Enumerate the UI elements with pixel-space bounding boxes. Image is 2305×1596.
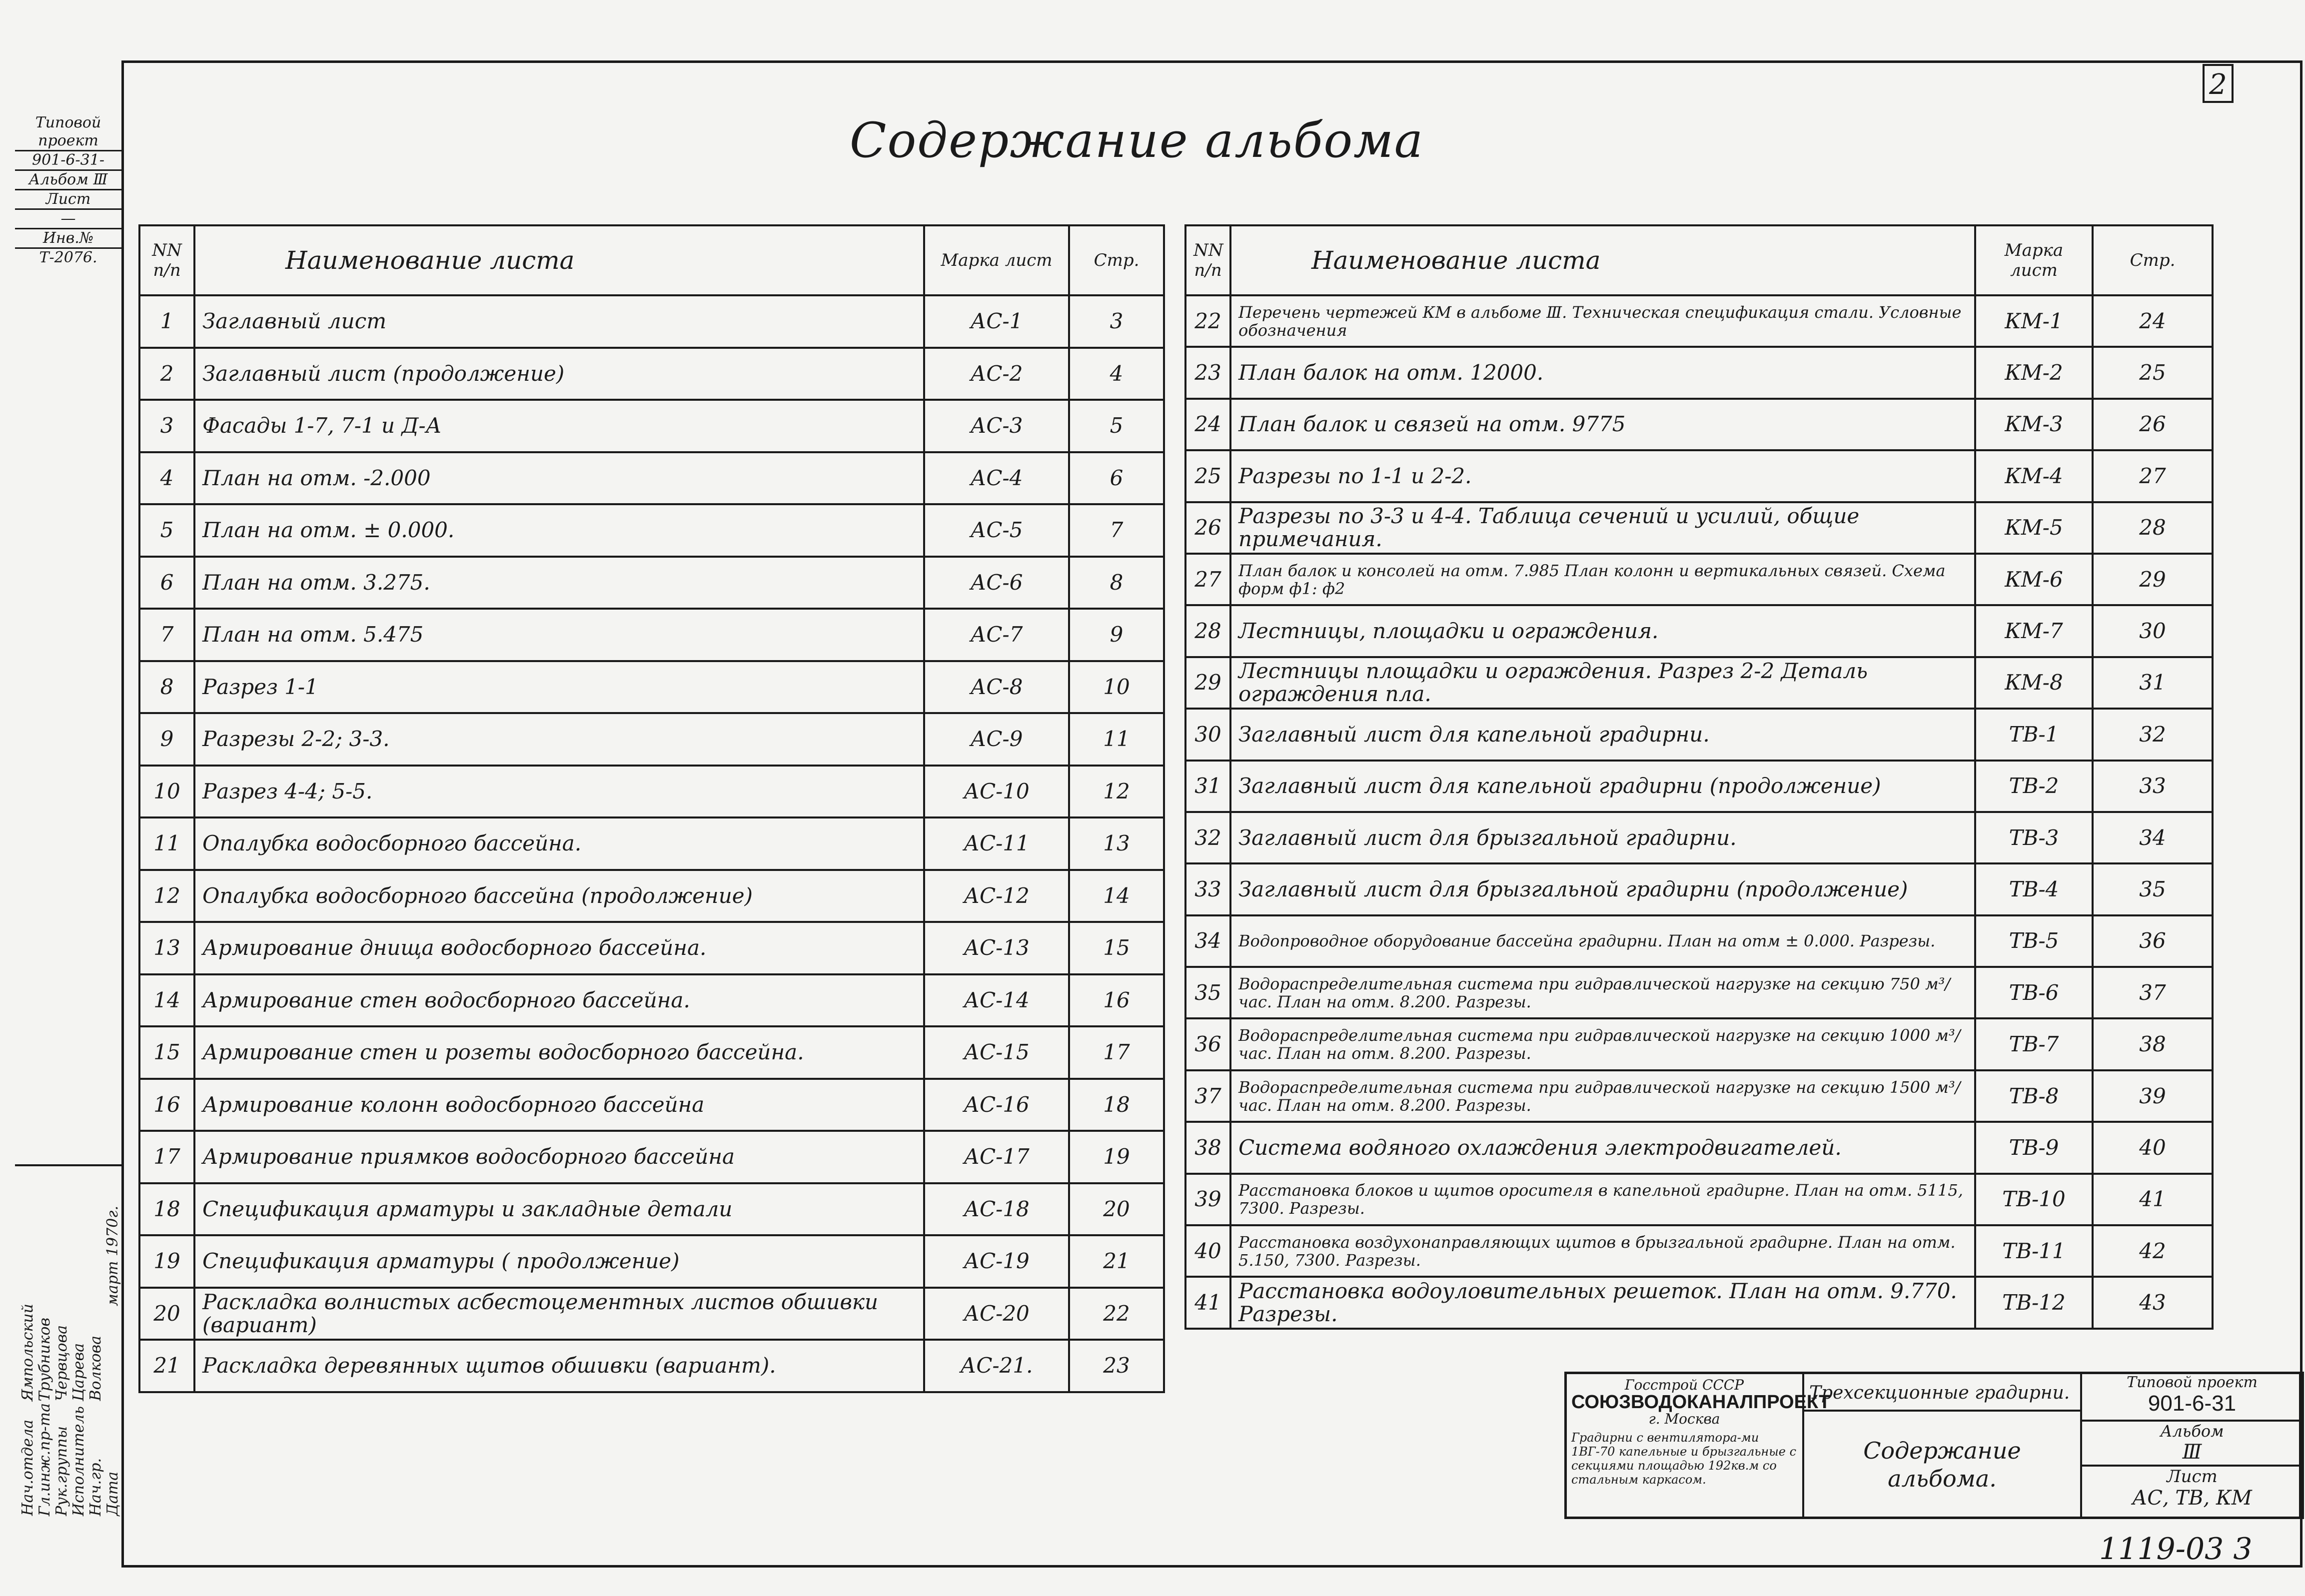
table-row	[139, 295, 1164, 348]
table-row	[1185, 709, 2213, 760]
signature-date: март 1970г.	[104, 1206, 121, 1306]
row-mark: АС-19	[924, 1235, 1069, 1288]
row-name: План балок на отм. 12000.	[1230, 347, 1975, 398]
signature-block	[15, 1164, 121, 1521]
project-number: 901-6-31	[2148, 1391, 2237, 1416]
row-page: 30	[2093, 605, 2213, 657]
row-name: Заглавный лист для капельной градирни.	[1230, 709, 1975, 760]
row-page: 13	[1069, 817, 1164, 870]
row-name: Заглавный лист для капельной градирни (продолжение)	[1230, 761, 1975, 812]
header-mark: Марка лист	[924, 225, 1069, 295]
header-num: NN п/п	[1185, 225, 1230, 295]
row-number: 31	[1185, 761, 1230, 812]
row-name: Заглавный лист для брызгальной градирни (продолжение)	[1230, 863, 1975, 915]
row-page: 36	[2093, 915, 2213, 967]
header-name: Наименование листа	[1230, 225, 1975, 295]
row-page: 9	[1069, 609, 1164, 661]
table-row	[139, 1079, 1164, 1131]
row-page: 5	[1069, 400, 1164, 452]
row-name: Расстановка блоков и щитов оросителя в капельной градирне. План на отм. 5115, 7300. Разрезы.	[1230, 1174, 1975, 1225]
row-number: 16	[139, 1079, 194, 1131]
row-page: 21	[1069, 1235, 1164, 1288]
toc-table-right	[1184, 224, 2214, 1330]
table-row	[139, 661, 1164, 714]
row-name: Заглавный лист (продолжение)	[194, 348, 924, 400]
row-name: Опалубка водосборного бассейна.	[194, 817, 924, 870]
stamp-line: Лист	[15, 190, 121, 210]
table-row	[139, 557, 1164, 609]
stamp-line: Т-2076.	[39, 249, 97, 266]
row-mark: КМ-1	[1975, 295, 2093, 347]
row-name: План на отм. 5.475	[194, 609, 924, 661]
row-page: 27	[2093, 450, 2213, 502]
row-page: 17	[1069, 1026, 1164, 1079]
row-name: Расстановка воздухонаправляющих щитов в брызгальной градирне. План на отм. 5.150, 7300. Разрезы.	[1230, 1225, 1975, 1277]
row-number: 5	[139, 504, 194, 557]
table-row	[1185, 1174, 2213, 1225]
row-number: 19	[139, 1235, 194, 1288]
row-number: 32	[1185, 812, 1230, 863]
header-page: Стр.	[2093, 225, 2213, 295]
row-name: Система водяного охлаждения электродвигателей.	[1230, 1122, 1975, 1173]
row-page: 8	[1069, 557, 1164, 609]
signature-role: Нач.гр.	[87, 1458, 104, 1516]
stamp-line: Альбом Ⅲ	[15, 171, 121, 190]
row-number: 30	[1185, 709, 1230, 760]
row-mark: АС-11	[924, 817, 1069, 870]
table-row	[1185, 1225, 2213, 1277]
row-number: 14	[139, 974, 194, 1027]
row-name: Разрезы по 3-3 и 4-4. Таблица сечений и усилий, общие примечания.	[1230, 502, 1975, 554]
row-number: 11	[139, 817, 194, 870]
row-mark: ТВ-9	[1975, 1122, 2093, 1173]
row-page: 39	[2093, 1070, 2213, 1122]
row-name: Разрезы 2-2; 3-3.	[194, 713, 924, 766]
table-row	[1185, 347, 2213, 398]
row-name: Раскладка деревянных щитов обшивки (вариант).	[194, 1340, 924, 1392]
project-label: Типовой проект	[2127, 1374, 2258, 1391]
row-mark: АС-3	[924, 400, 1069, 452]
table-row	[139, 452, 1164, 505]
row-number: 25	[1185, 450, 1230, 502]
row-number: 9	[139, 713, 194, 766]
row-mark: АС-9	[924, 713, 1069, 766]
row-number: 29	[1185, 657, 1230, 709]
row-mark: АС-20	[924, 1288, 1069, 1340]
row-name: План балок и консолей на отм. 7.985 План колонн и вертикальных связей. Схема форм ф1: ф2	[1230, 554, 1975, 605]
row-mark: ТВ-4	[1975, 863, 2093, 915]
row-number: 20	[139, 1288, 194, 1340]
row-name: Армирование стен водосборного бассейна.	[194, 974, 924, 1027]
row-number: 40	[1185, 1225, 1230, 1277]
table-row	[139, 1235, 1164, 1288]
row-number: 10	[139, 766, 194, 818]
row-number: 1	[139, 295, 194, 348]
stamp-line: Типовой проект	[15, 114, 121, 151]
table-row	[1185, 1018, 2213, 1070]
row-mark: КМ-5	[1975, 502, 2093, 554]
row-name: Разрезы по 1-1 и 2-2.	[1230, 450, 1975, 502]
table-row	[139, 1026, 1164, 1079]
table-row	[1185, 1070, 2213, 1122]
table-row	[1185, 812, 2213, 863]
row-page: 32	[2093, 709, 2213, 760]
toc-table-left	[138, 224, 1165, 1393]
row-number: 28	[1185, 605, 1230, 657]
row-mark: КМ-2	[1975, 347, 2093, 398]
row-page: 43	[2093, 1277, 2213, 1328]
row-mark: КМ-3	[1975, 399, 2093, 450]
row-page: 16	[1069, 974, 1164, 1027]
table-row	[139, 1288, 1164, 1340]
row-page: 42	[2093, 1225, 2213, 1277]
row-name: Водопроводное оборудование бассейна градирни. План на отм ± 0.000. Разрезы.	[1230, 915, 1975, 967]
row-page: 28	[2093, 502, 2213, 554]
table-row	[139, 609, 1164, 661]
row-mark: АС-10	[924, 766, 1069, 818]
sheet-title-cell	[1802, 1410, 2082, 1519]
row-number: 26	[1185, 502, 1230, 554]
toc-right-body	[1185, 295, 2213, 1329]
table-row	[139, 1183, 1164, 1236]
row-number: 18	[139, 1183, 194, 1236]
page-title: Содержание альбома	[850, 112, 1424, 168]
row-number: 6	[139, 557, 194, 609]
row-number: 8	[139, 661, 194, 714]
table-row	[139, 348, 1164, 400]
row-mark: КМ-4	[1975, 450, 2093, 502]
sheet-number: 2	[2203, 64, 2234, 103]
row-page: 37	[2093, 967, 2213, 1018]
row-number: 39	[1185, 1174, 1230, 1225]
row-name: Заглавный лист	[194, 295, 924, 348]
table-row	[139, 870, 1164, 922]
table-row	[1185, 399, 2213, 450]
row-mark: ТВ-10	[1975, 1174, 2093, 1225]
row-mark: ТВ-7	[1975, 1018, 2093, 1070]
row-page: 11	[1069, 713, 1164, 766]
row-mark: АС-7	[924, 609, 1069, 661]
row-mark: АС-16	[924, 1079, 1069, 1131]
org-line2: СОЮЗВОДОКАНАЛПРОЕКТ	[1571, 1392, 1831, 1413]
row-number: 35	[1185, 967, 1230, 1018]
subject-text: Трехсекционные градирни.	[1809, 1383, 2070, 1403]
row-number: 33	[1185, 863, 1230, 915]
table-row	[1185, 915, 2213, 967]
row-number: 2	[139, 348, 194, 400]
row-name: Фасады 1-7, 7-1 и Д-А	[194, 400, 924, 452]
row-number: 36	[1185, 1018, 1230, 1070]
signature-name: Волкова	[87, 1336, 104, 1401]
row-number: 15	[139, 1026, 194, 1079]
org-cell	[1564, 1372, 1831, 1519]
row-mark: АС-12	[924, 870, 1069, 922]
row-page: 33	[2093, 761, 2213, 812]
row-name: План балок и связей на отм. 9775	[1230, 399, 1975, 450]
header-mark: Марка лист	[1975, 225, 2093, 295]
sheet-cell	[2080, 1465, 2304, 1519]
left-stamp	[15, 114, 121, 267]
table-row	[1185, 967, 2213, 1018]
row-page: 7	[1069, 504, 1164, 557]
table-row	[1185, 295, 2213, 347]
org-line1: Госстрой СССР	[1624, 1377, 1744, 1393]
row-number: 22	[1185, 295, 1230, 347]
org-description: Градирни с вентилятора-ми 1ВГ-70 капельные и брызгальные с секциями площадью 192кв.м со стальным каркасом.	[1571, 1431, 1797, 1487]
row-page: 3	[1069, 295, 1164, 348]
row-name: Армирование стен и розеты водосборного бассейна.	[194, 1026, 924, 1079]
row-name: Армирование колонн водосборного бассейна	[194, 1079, 924, 1131]
signature-name: Червцова	[53, 1325, 70, 1401]
row-number: 24	[1185, 399, 1230, 450]
row-name: План на отм. ± 0.000.	[194, 504, 924, 557]
album-label: Альбом	[2160, 1422, 2224, 1441]
header-page: Стр.	[1069, 225, 1164, 295]
row-mark: АС-6	[924, 557, 1069, 609]
row-page: 14	[1069, 870, 1164, 922]
table-row	[1185, 605, 2213, 657]
signature-role: Исполнитель	[70, 1406, 87, 1516]
row-mark: ТВ-11	[1975, 1225, 2093, 1277]
signature-name: Трубников	[36, 1317, 53, 1401]
row-mark: АС-14	[924, 974, 1069, 1027]
sheet-label: Лист	[2167, 1467, 2218, 1487]
table-row	[1185, 1277, 2213, 1328]
row-name: Спецификация арматуры и закладные детали	[194, 1183, 924, 1236]
row-number: 17	[139, 1131, 194, 1183]
table-row	[139, 974, 1164, 1027]
table-row	[139, 504, 1164, 557]
row-name: Водораспределительная система при гидравлической нагрузке на секцию 1000 м³/час. План на отм. 8.200. Разрезы.	[1230, 1018, 1975, 1070]
row-mark: ТВ-5	[1975, 915, 2093, 967]
table-row	[1185, 554, 2213, 605]
row-page: 34	[2093, 812, 2213, 863]
album-number: Ⅲ	[2182, 1441, 2202, 1464]
row-number: 13	[139, 922, 194, 974]
row-name: Разрез 1-1	[194, 661, 924, 714]
row-name: Опалубка водосборного бассейна (продолжение)	[194, 870, 924, 922]
row-mark: АС-8	[924, 661, 1069, 714]
table-row	[139, 400, 1164, 452]
row-name: План на отм. -2.000	[194, 452, 924, 505]
table-row	[139, 1131, 1164, 1183]
row-mark: КМ-8	[1975, 657, 2093, 709]
row-number: 21	[139, 1340, 194, 1392]
row-page: 31	[2093, 657, 2213, 709]
table-row	[139, 922, 1164, 974]
row-mark: КМ-7	[1975, 605, 2093, 657]
signature-role: Нач.отдела	[19, 1420, 36, 1516]
row-page: 35	[2093, 863, 2213, 915]
row-mark: ТВ-3	[1975, 812, 2093, 863]
signature-role: Гл.инж.пр-та	[36, 1403, 53, 1516]
project-cell	[2080, 1372, 2304, 1422]
row-name: Армирование днища водосборного бассейна.	[194, 922, 924, 974]
toc-left-body	[139, 295, 1164, 1392]
row-mark: АС-15	[924, 1026, 1069, 1079]
row-name: План на отм. 3.275.	[194, 557, 924, 609]
row-page: 15	[1069, 922, 1164, 974]
row-mark: ТВ-2	[1975, 761, 2093, 812]
row-number: 34	[1185, 915, 1230, 967]
signature-name: Ямпольский	[19, 1303, 36, 1401]
row-page: 41	[2093, 1174, 2213, 1225]
table-row	[1185, 450, 2213, 502]
row-mark: АС-4	[924, 452, 1069, 505]
row-mark: ТВ-12	[1975, 1277, 2093, 1328]
row-page: 38	[2093, 1018, 2213, 1070]
row-number: 3	[139, 400, 194, 452]
row-mark: АС-21.	[924, 1340, 1069, 1392]
archive-code: 1119-03 3	[2099, 1532, 2253, 1567]
row-page: 18	[1069, 1079, 1164, 1131]
table-row	[139, 766, 1164, 818]
table-row	[1185, 761, 2213, 812]
row-mark: АС-13	[924, 922, 1069, 974]
row-mark: АС-2	[924, 348, 1069, 400]
row-number: 4	[139, 452, 194, 505]
row-page: 6	[1069, 452, 1164, 505]
sheet-marks: АС, ТВ, КМ	[2132, 1487, 2252, 1510]
row-mark: АС-17	[924, 1131, 1069, 1183]
row-number: 41	[1185, 1277, 1230, 1328]
row-page: 29	[2093, 554, 2213, 605]
signature-role: Рук.группы	[53, 1426, 70, 1516]
signature-role: Дата	[104, 1472, 121, 1516]
table-row	[1185, 1122, 2213, 1173]
row-name: Раскладка волнистых асбестоцементных листов обшивки (вариант)	[194, 1288, 924, 1340]
header-num: NN п/п	[139, 225, 194, 295]
row-page: 20	[1069, 1183, 1164, 1236]
album-cell	[2080, 1420, 2304, 1467]
row-name: Перечень чертежей КМ в альбоме Ⅲ. Техническая спецификация стали. Условные обозначения	[1230, 295, 1975, 347]
subject-cell	[1802, 1372, 2082, 1412]
row-number: 12	[139, 870, 194, 922]
row-name: Расстановка водоуловительных решеток. План на отм. 9.770. Разрезы.	[1230, 1277, 1975, 1328]
row-page: 4	[1069, 348, 1164, 400]
row-name: Заглавный лист для брызгальной градирни.	[1230, 812, 1975, 863]
row-mark: ТВ-6	[1975, 967, 2093, 1018]
row-name: Водораспределительная система при гидравлической нагрузке на секцию 1500 м³/час. План на отм. 8.200. Разрезы.	[1230, 1070, 1975, 1122]
table-row	[139, 713, 1164, 766]
table-row	[139, 817, 1164, 870]
row-number: 27	[1185, 554, 1230, 605]
row-page: 40	[2093, 1122, 2213, 1173]
row-name: Спецификация арматуры ( продолжение)	[194, 1235, 924, 1288]
row-name: Лестницы, площадки и ограждения.	[1230, 605, 1975, 657]
title-block	[1564, 1372, 2302, 1519]
row-mark: ТВ-8	[1975, 1070, 2093, 1122]
row-page: 12	[1069, 766, 1164, 818]
row-page: 22	[1069, 1288, 1164, 1340]
row-page: 24	[2093, 295, 2213, 347]
row-page: 19	[1069, 1131, 1164, 1183]
row-name: Армирование приямков водосборного бассейна	[194, 1131, 924, 1183]
row-page: 26	[2093, 399, 2213, 450]
row-page: 23	[1069, 1340, 1164, 1392]
table-row	[1185, 657, 2213, 709]
header-name: Наименование листа	[194, 225, 924, 295]
row-name: Разрез 4-4; 5-5.	[194, 766, 924, 818]
row-name: Лестницы площадки и ограждения. Разрез 2-2 Деталь ограждения пла.	[1230, 657, 1975, 709]
row-mark: АС-1	[924, 295, 1069, 348]
row-mark: ТВ-1	[1975, 709, 2093, 760]
row-number: 7	[139, 609, 194, 661]
row-mark: КМ-6	[1975, 554, 2093, 605]
table-row	[1185, 502, 2213, 554]
row-page: 25	[2093, 347, 2213, 398]
org-line3: г. Москва	[1648, 1411, 1720, 1427]
row-mark: АС-18	[924, 1183, 1069, 1236]
signature-name: Царева	[70, 1343, 87, 1401]
row-number: 23	[1185, 347, 1230, 398]
row-page: 10	[1069, 661, 1164, 714]
row-number: 38	[1185, 1122, 1230, 1173]
row-mark: АС-5	[924, 504, 1069, 557]
row-number: 37	[1185, 1070, 1230, 1122]
stamp-line: 901-6-31-	[15, 151, 121, 171]
stamp-line: —	[15, 210, 121, 229]
stamp-line: Инв.№	[15, 229, 121, 249]
table-row	[1185, 863, 2213, 915]
table-row	[139, 1340, 1164, 1392]
sheet-title: Содержание альбома.	[1863, 1437, 2021, 1492]
row-name: Водораспределительная система при гидравлической нагрузке на секцию 750 м³/час. План на отм. 8.200. Разрезы.	[1230, 967, 1975, 1018]
